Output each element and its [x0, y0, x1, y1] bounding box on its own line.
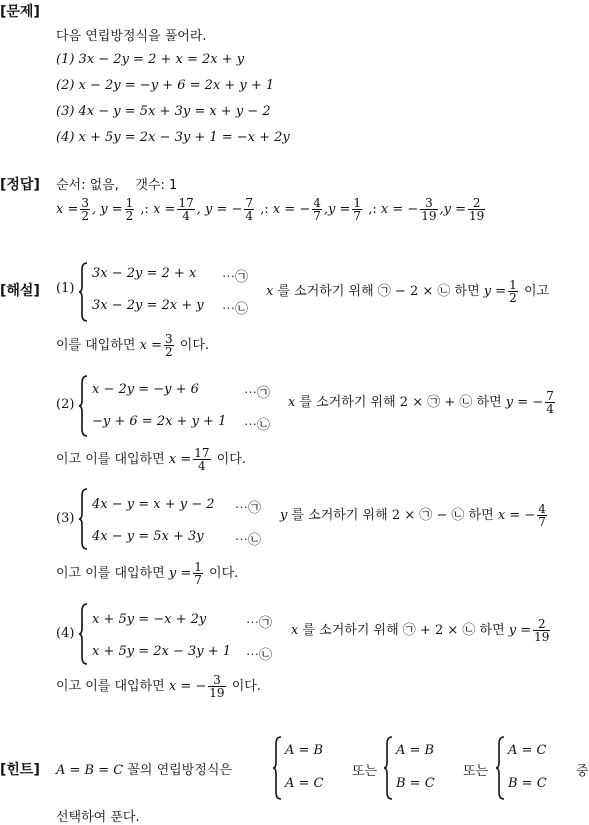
answer-header: 순서: 없음, 갯수: 1: [56, 178, 178, 193]
part-number: (2): [56, 397, 75, 412]
elimination-note: y 를 소거하기 위해 2 × ㉠ − ㉡ 하면 x = − $\frac{4}{7}$: [280, 502, 546, 529]
substitution-note: 이고 이를 대입하면 y = $\frac{1}{7}$ 이다.: [56, 560, 239, 587]
equation-1-mark: ⋯㉠: [246, 616, 273, 631]
problem-item-1: (1) 3x − 2y = 2 + x = 2x + y: [56, 52, 245, 67]
equation-1: 3x − 2y = 2 + x: [92, 266, 197, 281]
solution-1: x = $\frac{3}{2}$ , y = $\frac{1}{2}$: [56, 196, 134, 223]
hint-system-2-eq2: B = C: [396, 776, 435, 791]
problem-item-2: (2) x − 2y = −y + 6 = 2x + y + 1: [56, 78, 275, 93]
left-brace: [78, 488, 88, 550]
hint-tag: [힌트]: [0, 762, 40, 778]
substitution-note: 이를 대입하면 x = $\frac{3}{2}$ 이다.: [56, 332, 210, 359]
equation-2-mark: ⋯㉡: [235, 533, 262, 548]
hint-system-3-eq1: A = C: [508, 743, 547, 758]
solution-4: x = − $\frac{3}{19}$ ,y = $\frac{2}{19}$: [380, 196, 485, 223]
equation-1-mark: ⋯㉠: [235, 501, 262, 516]
elimination-note: x 를 소거하기 위해 ㉠ + 2 × ㉡ 하면 y = $\frac{2}{19}$: [291, 617, 550, 644]
left-brace: [78, 262, 88, 322]
equation-2: 4x − y = 5x + 3y: [92, 529, 204, 544]
answer-solutions: x = $\frac{3}{2}$ , y = $\frac{1}{2}$ ,: x = $\frac{17}{4}$ , y = − $\frac{7}{4}$ ,: x = − $\frac{4}{7}$ ,y = $\frac{1}{7}$ ,: x = − $\frac{3}{19}$ ,y = $\frac{2}{19}$: [56, 197, 487, 222]
hint-line-2: 선택하여 푼다.: [56, 810, 140, 825]
solution-2: x = $\frac{17}{4}$ , y = − $\frac{7}{4}$: [153, 196, 254, 223]
solution-3: x = − $\frac{4}{7}$ ,y = $\frac{1}{7}$: [272, 196, 362, 223]
elimination-note: x 를 소거하기 위해 ㉠ − 2 × ㉡ 하면 y = $\frac{1}{2}$ 이고: [266, 278, 550, 305]
equation-2-mark: ⋯㉡: [244, 418, 271, 433]
problem-item-4: (4) x + 5y = 2x − 3y + 1 = −x + 2y: [56, 130, 290, 145]
left-brace: [383, 736, 393, 800]
answer-tag: [정답]: [0, 177, 40, 193]
equation-2: x + 5y = 2x − 3y + 1: [92, 644, 232, 659]
hint-system-1-eq1: A = B: [285, 743, 324, 758]
equation-2-mark: ⋯㉡: [222, 302, 249, 317]
part-number: (4): [56, 626, 75, 641]
hint-or-1: 또는: [352, 764, 378, 779]
hint-or-2: 또는: [463, 764, 489, 779]
hint-system-3-eq2: B = C: [508, 776, 547, 791]
equation-2-mark: ⋯㉡: [246, 648, 273, 663]
hint-lead: A = B = C 꼴의 연립방정식은: [56, 763, 232, 778]
hint-tail: 중: [576, 764, 589, 779]
part-number: (1): [56, 281, 75, 296]
substitution-note: 이고 이를 대입하면 x = − $\frac{3}{19}$ 이다.: [56, 673, 261, 700]
equation-1: 4x − y = x + y − 2: [92, 497, 215, 512]
left-brace: [272, 736, 282, 800]
substitution-note: 이고 이를 대입하면 x = $\frac{17}{4}$ 이다.: [56, 446, 246, 473]
problem-item-3: (3) 4x − y = 5x + 3y = x + y − 2: [56, 104, 271, 119]
hint-system-1-eq2: A = C: [285, 776, 324, 791]
left-brace: [495, 736, 505, 800]
equation-1-mark: ⋯㉠: [222, 270, 249, 285]
equation-1-mark: ⋯㉠: [244, 386, 271, 401]
left-brace: [78, 375, 88, 437]
problem-instruction: 다음 연립방정식을 풀어라.: [56, 29, 207, 44]
equation-2: −y + 6 = 2x + y + 1: [92, 414, 227, 429]
part-number: (3): [56, 511, 75, 526]
left-brace: [78, 603, 88, 665]
equation-1: x − 2y = −y + 6: [92, 382, 199, 397]
problem-tag: [문제]: [0, 4, 40, 20]
equation-1: x + 5y = −x + 2y: [92, 612, 207, 627]
equation-2: 3x − 2y = 2x + y: [92, 298, 204, 313]
explanation-tag: [해설]: [0, 283, 40, 299]
hint-system-2-eq1: A = B: [396, 743, 435, 758]
elimination-note: x 를 소거하기 위해 2 × ㉠ + ㉡ 하면 y = − $\frac{7}{4}$: [288, 389, 554, 416]
